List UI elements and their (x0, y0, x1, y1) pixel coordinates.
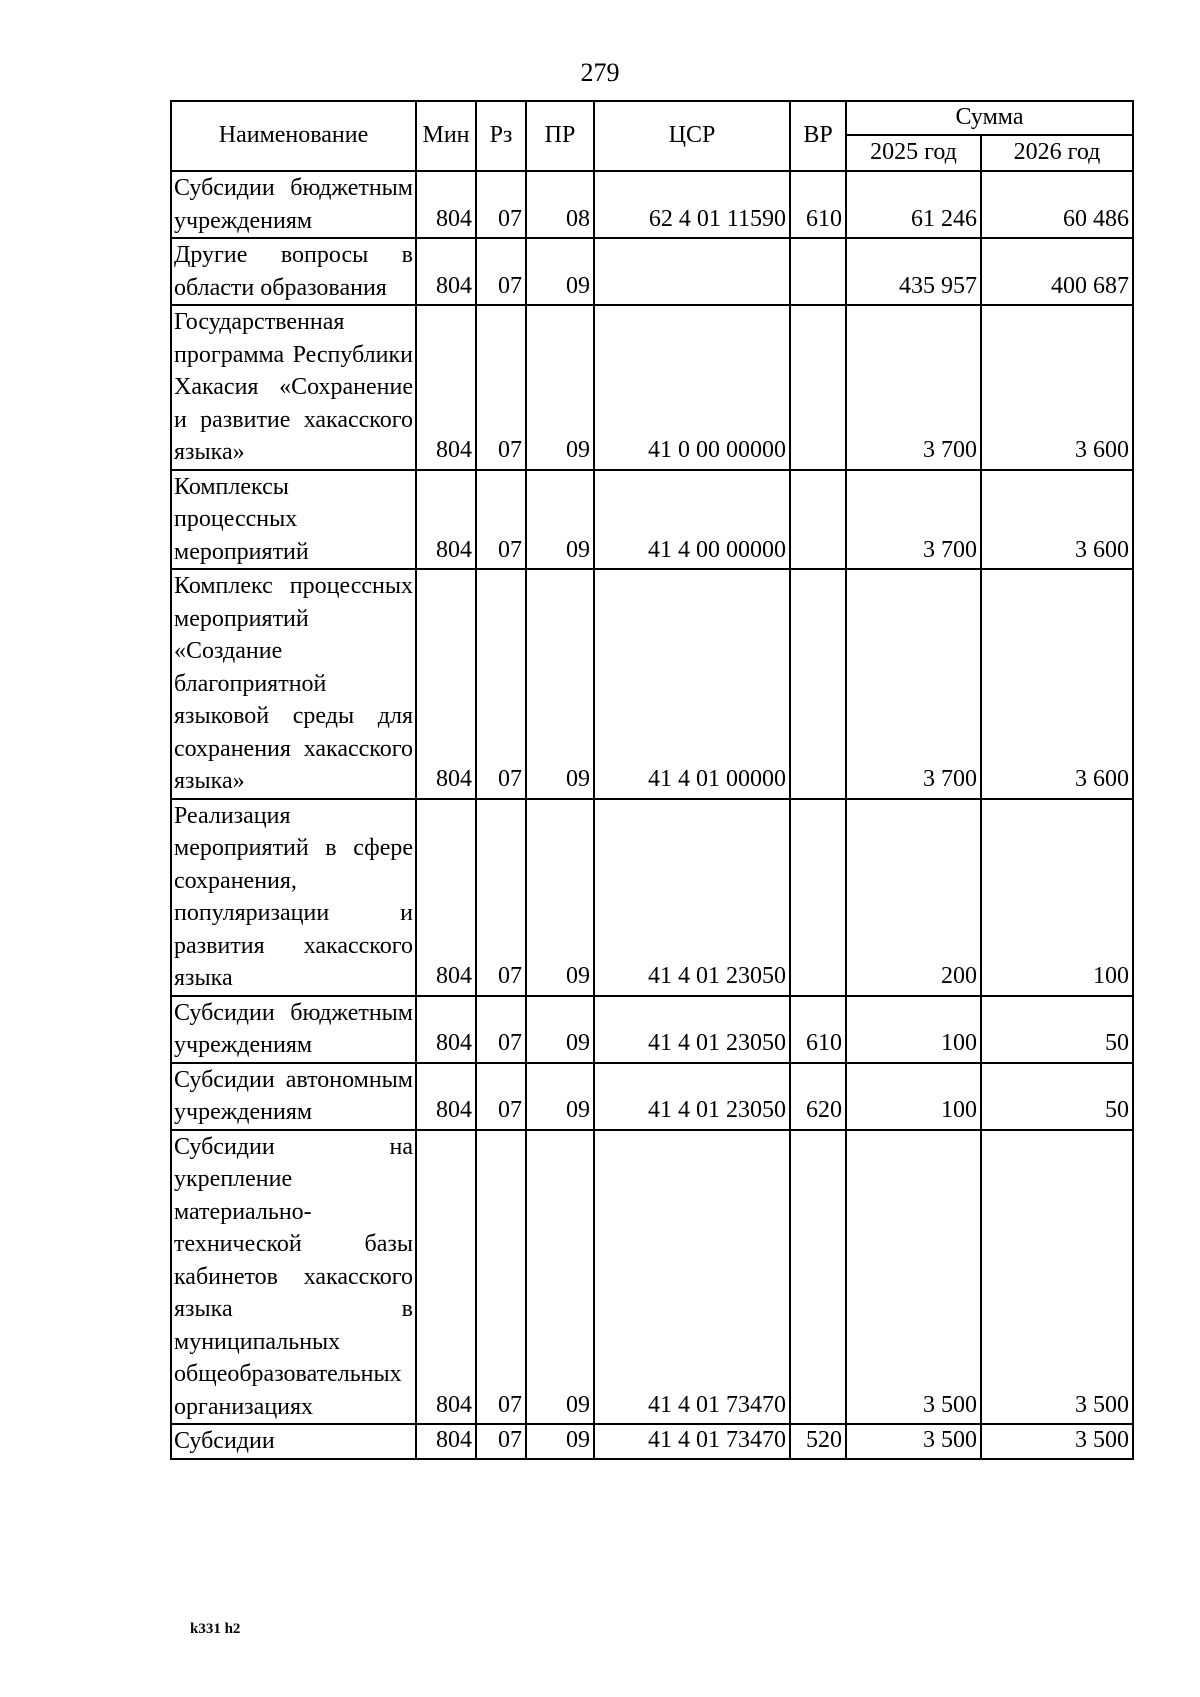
cell-name: Другие вопросы в области образования (171, 238, 416, 305)
page-number: 279 (580, 58, 620, 87)
cell-min: 804 (416, 171, 476, 238)
cell-min: 804 (416, 799, 476, 996)
cell-pr: 09 (526, 470, 594, 570)
cell-rz: 07 (476, 1063, 526, 1130)
table-row (171, 238, 1133, 305)
cell-pr: 09 (526, 1424, 594, 1459)
cell-name: Субсидии (171, 1424, 416, 1459)
table-row (171, 569, 1133, 799)
cell-name: Комплекс процессных мероприятий «Создание благоприятной языковой среды для сохранения хакасского языка» (171, 569, 416, 799)
table-row (171, 1424, 1133, 1459)
cell-amount-2025: 3 700 (846, 470, 981, 570)
cell-amount-2025: 100 (846, 996, 981, 1063)
cell-min: 804 (416, 1424, 476, 1459)
cell-vr (790, 305, 846, 470)
cell-amount-2026: 3 600 (981, 569, 1133, 799)
cell-csr: 41 4 01 23050 (594, 799, 790, 996)
table-row (171, 470, 1133, 570)
cell-csr: 41 4 01 73470 (594, 1424, 790, 1459)
cell-amount-2026: 3 500 (981, 1424, 1133, 1459)
cell-vr (790, 1130, 846, 1425)
cell-vr: 620 (790, 1063, 846, 1130)
cell-amount-2025: 3 700 (846, 305, 981, 470)
cell-csr: 41 4 01 23050 (594, 1063, 790, 1130)
cell-amount-2025: 3 500 (846, 1130, 981, 1425)
cell-csr: 41 4 01 00000 (594, 569, 790, 799)
cell-rz: 07 (476, 1424, 526, 1459)
cell-pr: 09 (526, 569, 594, 799)
cell-csr: 41 4 00 00000 (594, 470, 790, 570)
cell-rz: 07 (476, 470, 526, 570)
cell-amount-2026: 3 600 (981, 470, 1133, 570)
cell-rz: 07 (476, 569, 526, 799)
table-header (171, 101, 1133, 171)
header-year-2026: 2026 год (981, 135, 1133, 171)
cell-csr: 41 0 00 00000 (594, 305, 790, 470)
cell-min: 804 (416, 996, 476, 1063)
footer-code: k331 h2 (190, 1621, 241, 1637)
cell-pr: 09 (526, 799, 594, 996)
table-row (171, 305, 1133, 470)
cell-vr: 520 (790, 1424, 846, 1459)
table-row (171, 996, 1133, 1063)
cell-vr (790, 569, 846, 799)
cell-min: 804 (416, 569, 476, 799)
cell-amount-2025: 3 700 (846, 569, 981, 799)
cell-pr: 09 (526, 305, 594, 470)
header-pr: ПР (526, 101, 594, 171)
cell-csr: 41 4 01 73470 (594, 1130, 790, 1425)
cell-pr: 09 (526, 1063, 594, 1130)
cell-amount-2026: 100 (981, 799, 1133, 996)
header-sum: Сумма (846, 101, 1133, 135)
cell-pr: 09 (526, 1130, 594, 1425)
cell-amount-2025: 200 (846, 799, 981, 996)
cell-amount-2026: 60 486 (981, 171, 1133, 238)
cell-rz: 07 (476, 238, 526, 305)
cell-amount-2026: 50 (981, 996, 1133, 1063)
header-min: Мин (416, 101, 476, 171)
cell-vr: 610 (790, 996, 846, 1063)
cell-min: 804 (416, 470, 476, 570)
cell-vr (790, 238, 846, 305)
cell-amount-2026: 50 (981, 1063, 1133, 1130)
cell-vr (790, 470, 846, 570)
cell-csr: 62 4 01 11590 (594, 171, 790, 238)
cell-rz: 07 (476, 1130, 526, 1425)
cell-pr: 08 (526, 171, 594, 238)
cell-amount-2026: 3 600 (981, 305, 1133, 470)
cell-amount-2025: 3 500 (846, 1424, 981, 1459)
cell-amount-2026: 3 500 (981, 1130, 1133, 1425)
cell-csr: 41 4 01 23050 (594, 996, 790, 1063)
cell-rz: 07 (476, 171, 526, 238)
cell-name: Субсидии на укрепление материально-технической базы кабинетов хакасского языка в муниципальных общеобразовательных организациях (171, 1130, 416, 1425)
header-rz: Рз (476, 101, 526, 171)
cell-rz: 07 (476, 996, 526, 1063)
cell-min: 804 (416, 1063, 476, 1130)
budget-table (170, 100, 1134, 1460)
header-name: Наименование (171, 101, 416, 171)
cell-name: Государственная программа Республики Хакасия «Сохранение и развитие хакасского языка» (171, 305, 416, 470)
table-row (171, 799, 1133, 996)
table-body (171, 171, 1133, 1459)
table-row (171, 1063, 1133, 1130)
header-year-2025: 2025 год (846, 135, 981, 171)
cell-min: 804 (416, 1130, 476, 1425)
cell-name: Субсидии бюджетным учреждениям (171, 996, 416, 1063)
table-row (171, 1130, 1133, 1425)
cell-amount-2025: 61 246 (846, 171, 981, 238)
cell-min: 804 (416, 305, 476, 470)
cell-amount-2025: 100 (846, 1063, 981, 1130)
cell-rz: 07 (476, 305, 526, 470)
cell-pr: 09 (526, 238, 594, 305)
cell-vr: 610 (790, 171, 846, 238)
cell-vr (790, 799, 846, 996)
cell-pr: 09 (526, 996, 594, 1063)
header-vr: ВР (790, 101, 846, 171)
cell-name: Субсидии бюджетным учреждениям (171, 171, 416, 238)
header-csr: ЦСР (594, 101, 790, 171)
cell-amount-2025: 435 957 (846, 238, 981, 305)
cell-name: Реализация мероприятий в сфере сохранения, популяризации и развития хакасского языка (171, 799, 416, 996)
cell-rz: 07 (476, 799, 526, 996)
cell-min: 804 (416, 238, 476, 305)
table-row (171, 171, 1133, 238)
cell-csr (594, 238, 790, 305)
cell-name: Субсидии автономным учреждениям (171, 1063, 416, 1130)
cell-amount-2026: 400 687 (981, 238, 1133, 305)
cell-name: Комплексы процессных мероприятий (171, 470, 416, 570)
